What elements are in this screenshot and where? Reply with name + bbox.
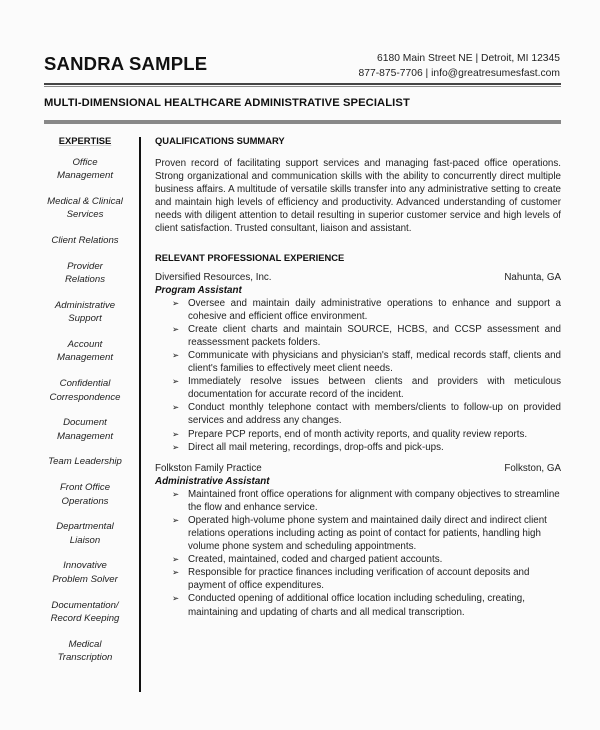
job-title: Administrative Assistant bbox=[155, 475, 270, 487]
job-bullet bbox=[172, 441, 561, 454]
expertise-item-line: Administrative bbox=[54, 300, 116, 312]
expertise-sidebar bbox=[36, 135, 134, 677]
address-line: 6180 Main Street NE | Detroit, MI 12345 bbox=[377, 53, 560, 64]
experience-title: RELEVANT PROFESSIONAL EXPERIENCE bbox=[155, 251, 345, 263]
expertise-item-line: Management bbox=[57, 170, 113, 182]
job-bullet bbox=[172, 428, 561, 441]
expertise-item-line: Departmental bbox=[56, 521, 114, 533]
expertise-item-line: Medical bbox=[68, 638, 102, 650]
job-bullets bbox=[155, 488, 561, 619]
expertise-item-line: Medical & Clinical bbox=[47, 196, 123, 208]
job-bullet-text: Created, maintained, coded and charged patient accounts. bbox=[188, 554, 443, 566]
job-bullets bbox=[155, 297, 561, 454]
arrow-bullet-icon: ➢ bbox=[172, 323, 180, 334]
main-content bbox=[155, 135, 561, 619]
job-bullet bbox=[172, 401, 561, 427]
expertise-item-line: Correspondence bbox=[49, 391, 121, 403]
candidate-name: SANDRA SAMPLE bbox=[44, 53, 208, 74]
job-bullet-text: Communicate with physicians and physician's staff, medical records staff, clients and client's families to effectively meet client needs. bbox=[188, 349, 561, 375]
job-bullet-text: Oversee and maintain daily administrative operations to enhance and support a cohesive and efficient office environment. bbox=[188, 297, 561, 322]
job-bullet-text: Operated high-volume phone system and maintained daily direct and indirect client relations operations including acting as point of contact for patients, handling high volume phone system and scheduling appointments. bbox=[188, 514, 547, 553]
expertise-item-line: Management bbox=[57, 430, 113, 442]
job-bullet-text: Immediately resolve issues between clients and providers with meticulous documentation for accurate record of the incident. bbox=[188, 376, 561, 401]
arrow-bullet-icon: ➢ bbox=[172, 567, 180, 578]
expertise-item bbox=[36, 416, 134, 443]
expertise-item-line: Client Relations bbox=[51, 235, 119, 247]
expertise-item bbox=[36, 638, 134, 665]
job-location: Folkston, GA bbox=[504, 462, 561, 474]
job-entry bbox=[155, 462, 561, 619]
arrow-bullet-icon: ➢ bbox=[172, 441, 180, 452]
expertise-item bbox=[36, 156, 134, 183]
expertise-item bbox=[36, 455, 134, 468]
expertise-item bbox=[36, 599, 134, 626]
expertise-title: EXPERTISE bbox=[58, 135, 112, 146]
expertise-item-line: Relations bbox=[65, 274, 105, 286]
expertise-item-line: Record Keeping bbox=[50, 612, 120, 624]
expertise-item bbox=[36, 234, 134, 247]
summary-title: QUALIFICATIONS SUMMARY bbox=[155, 135, 285, 146]
job-bullet bbox=[172, 553, 561, 566]
experience-list bbox=[155, 271, 561, 619]
arrow-bullet-icon: ➢ bbox=[172, 488, 180, 499]
arrow-bullet-icon: ➢ bbox=[172, 428, 180, 439]
expertise-item bbox=[36, 195, 134, 222]
job-title: Program Assistant bbox=[155, 284, 242, 296]
job-bullet-text: Conduct monthly telephone contact with members/clients to follow-up on provided services and address any changes. bbox=[188, 402, 561, 427]
expertise-item bbox=[36, 481, 134, 508]
job-bullet bbox=[172, 349, 561, 375]
professional-headline: MULTI-DIMENSIONAL HEALTHCARE ADMINISTRATIVE SPECIALIST bbox=[44, 97, 410, 109]
arrow-bullet-icon: ➢ bbox=[172, 514, 180, 525]
contact-block bbox=[359, 51, 560, 81]
expertise-item-line: Management bbox=[57, 352, 113, 364]
column-divider bbox=[139, 137, 141, 692]
job-bullet bbox=[172, 488, 561, 514]
expertise-item-line: Team Leadership bbox=[48, 456, 122, 468]
job-bullet-text: Prepare PCP reports, end of month activity reports, and quality review reports. bbox=[188, 428, 528, 440]
arrow-bullet-icon: ➢ bbox=[172, 297, 180, 308]
expertise-item-line: Transcription bbox=[57, 651, 113, 663]
expertise-item-line: Operations bbox=[61, 495, 109, 507]
expertise-item-line: Innovative bbox=[63, 560, 107, 572]
expertise-item bbox=[36, 260, 134, 287]
arrow-bullet-icon: ➢ bbox=[172, 593, 180, 604]
arrow-bullet-icon: ➢ bbox=[172, 554, 180, 565]
arrow-bullet-icon: ➢ bbox=[172, 376, 180, 387]
expertise-item bbox=[36, 299, 134, 326]
header-divider bbox=[44, 83, 561, 85]
expertise-item-line: Support bbox=[68, 313, 102, 325]
job-location: Nahunta, GA bbox=[504, 271, 561, 283]
job-bullet-text: Maintained front office operations for alignment with company objectives to streamline the flow and enhance service. bbox=[188, 488, 560, 513]
job-bullet-text: Conducted opening of additional office location including scheduling, creating, maintaining and updating of charts and all medical transcription. bbox=[188, 593, 525, 618]
job-bullet bbox=[172, 592, 561, 618]
job-bullet bbox=[172, 375, 561, 401]
contact-line: 877-875-7706 | info@greatresumesfast.com bbox=[358, 68, 560, 79]
summary-text: Proven record of facilitating support services and managing fast-paced office operations. Strong organizational and communication skills with the ability to concurrently direct multiple business affairs. A multitude of versatile skills transfer into any administrative setting to create and maintain high levels of efficiency and productivity. Advanced understanding of customer needs with diligent attention to detail resulting in superior customer service and high levels of client satisfaction. Trusted consultant, liaison and assistant. bbox=[155, 158, 561, 235]
expertise-item-line: Problem Solver bbox=[52, 573, 118, 585]
job-header bbox=[155, 462, 561, 475]
job-bullet bbox=[172, 566, 561, 592]
arrow-bullet-icon: ➢ bbox=[172, 349, 180, 360]
header-divider-secondary bbox=[44, 86, 561, 88]
job-company: Diversified Resources, Inc. bbox=[155, 271, 272, 283]
job-bullet bbox=[172, 514, 561, 553]
job-header bbox=[155, 271, 561, 284]
expertise-item-line: Provider bbox=[67, 260, 103, 272]
expertise-list bbox=[36, 156, 134, 664]
expertise-item bbox=[36, 520, 134, 547]
expertise-item bbox=[36, 338, 134, 365]
headline-divider bbox=[44, 120, 561, 124]
expertise-item-line: Office bbox=[72, 157, 98, 168]
arrow-bullet-icon: ➢ bbox=[172, 402, 180, 413]
job-bullet-text: Direct all mail metering, recordings, drop-offs and pick-ups. bbox=[188, 441, 444, 453]
expertise-item bbox=[36, 377, 134, 404]
expertise-item-line: Confidential bbox=[59, 378, 111, 390]
expertise-item-line: Liaison bbox=[69, 534, 101, 546]
expertise-item-line: Documentation/ bbox=[51, 599, 119, 611]
job-bullet bbox=[172, 323, 561, 349]
expertise-item-line: Front Office bbox=[59, 482, 111, 494]
expertise-item-line: Services bbox=[66, 209, 104, 221]
job-bullet-text: Create client charts and maintain SOURCE, HCBS, and CCSP assessment and reassessment packets folders. bbox=[188, 323, 561, 348]
expertise-item bbox=[36, 559, 134, 586]
expertise-item-line: Account bbox=[67, 339, 103, 351]
job-entry bbox=[155, 271, 561, 454]
job-company: Folkston Family Practice bbox=[155, 462, 262, 474]
job-bullet bbox=[172, 297, 561, 323]
expertise-item-line: Document bbox=[63, 417, 107, 429]
job-bullet-text: Responsible for practice finances including verification of account deposits and payment of office expenditures. bbox=[188, 567, 530, 592]
